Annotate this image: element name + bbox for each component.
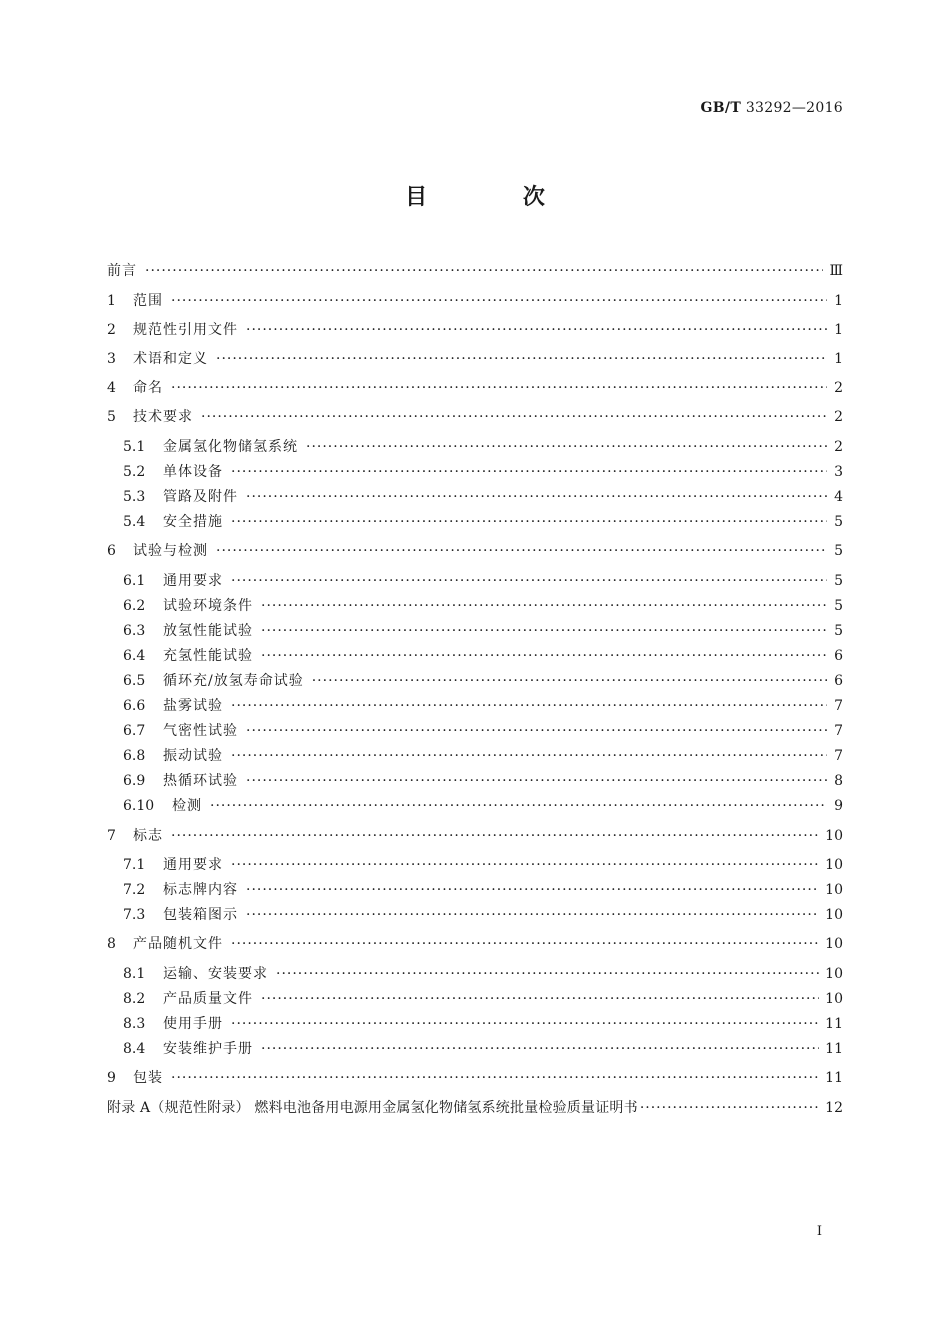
toc-label: 产品质量文件 [163,991,253,1007]
dot-leader [216,541,827,561]
toc-label: 热循环试验 [163,773,238,789]
toc-page: 2 [834,380,843,396]
toc-page: 7 [834,698,843,714]
dot-leader [261,621,827,641]
dot-leader [145,261,823,281]
toc-entry-6-5[interactable] [123,671,843,691]
toc-entry-8-4[interactable] [123,1039,843,1059]
dot-leader [231,855,819,875]
toc-entry-7[interactable] [107,826,843,846]
toc-number: 6.8 [123,748,146,764]
toc-entry-7-2[interactable] [123,880,843,900]
toc-label: 包装箱图示 [163,907,238,923]
toc-entry-5-1[interactable] [123,437,843,457]
dot-leader [246,880,819,900]
toc-page: 10 [825,907,843,923]
toc-number: 7.1 [123,857,146,873]
toc-number: 8.1 [123,966,146,982]
toc-number: 6.10 [123,798,155,814]
toc-label: 单体设备 [163,464,223,480]
toc-label: 标志 [133,828,163,844]
toc-page: 5 [834,598,843,614]
toc-page: 10 [825,991,843,1007]
toc-page: 5 [834,623,843,639]
toc-label: 命名 [133,380,163,396]
toc-entry-5-2[interactable] [123,462,843,482]
dot-leader [261,596,827,616]
toc-entry-5[interactable] [107,407,843,427]
toc-page: 5 [834,514,843,530]
toc-page: 6 [834,673,843,689]
toc-label: 运输、安装要求 [163,966,268,982]
toc-page: 2 [834,439,843,455]
toc-page: Ⅲ [829,263,843,279]
toc-label: 标志牌内容 [163,882,238,898]
toc-page: 10 [825,966,843,982]
dot-leader [231,934,819,954]
toc-number: 6.1 [123,573,146,589]
toc-number: 6 [107,543,116,559]
toc-entry-6-7[interactable] [123,721,843,741]
toc-entry-5-3[interactable] [123,487,843,507]
toc-number: 6.6 [123,698,146,714]
dot-leader [312,671,827,691]
toc-number: 6.3 [123,623,146,639]
toc-label: 试验环境条件 [163,598,253,614]
toc-page: 5 [834,573,843,589]
toc-label: 范围 [133,293,163,309]
dot-leader [171,1068,819,1088]
toc-page: 10 [825,828,843,844]
toc-number: 5.4 [123,514,146,530]
toc-entry-preface[interactable] [107,261,843,281]
toc-label: 放氢性能试验 [163,623,253,639]
toc-entry-8-3[interactable] [123,1014,843,1034]
toc-number: 6.4 [123,648,146,664]
toc-number: 3 [107,351,116,367]
standard-prefix: GB/T [700,100,742,116]
toc-number: 5.1 [123,439,146,455]
toc-number: 6.7 [123,723,146,739]
toc-entry-2[interactable] [107,320,843,340]
toc-entry-6-3[interactable] [123,621,843,641]
page-number: I [816,1224,822,1239]
dot-leader [201,407,827,427]
toc-label: 通用要求 [163,573,223,589]
toc-page: 10 [825,936,843,952]
dot-leader [210,796,827,816]
toc-entry-8[interactable] [107,934,843,954]
dot-leader [246,320,827,340]
toc-page: 6 [834,648,843,664]
toc-entry-6-6[interactable] [123,696,843,716]
toc-entry-6-10[interactable] [123,796,843,816]
toc-page: 1 [834,351,843,367]
toc-entry-6-4[interactable] [123,646,843,666]
dot-leader [171,378,827,398]
toc-label: 技术要求 [133,409,193,425]
toc-label: 通用要求 [163,857,223,873]
toc-number: 7.3 [123,907,146,923]
dot-leader [640,1098,819,1118]
toc-label: 振动试验 [163,748,223,764]
toc-label: 包装 [133,1070,163,1086]
toc-number: 8 [107,936,116,952]
toc-number: 6.9 [123,773,146,789]
toc-label: 金属氢化物储氢系统 [163,439,298,455]
toc-entry-6-9[interactable] [123,771,843,791]
toc-number: 4 [107,380,116,396]
dot-leader [246,905,819,925]
toc-number: 5.2 [123,464,146,480]
toc-number: 8.4 [123,1041,146,1057]
toc-entry-3[interactable] [107,349,843,369]
toc-page: 11 [825,1041,843,1057]
dot-leader [306,437,827,457]
toc-entry-8-2[interactable] [123,989,843,1009]
toc-number: 2 [107,322,116,338]
toc-number: 9 [107,1070,116,1086]
toc-entry-6-1[interactable] [123,571,843,591]
toc-page: 8 [834,773,843,789]
toc-entry-5-4[interactable] [123,512,843,532]
dot-leader [246,771,827,791]
toc-label: 规范性引用文件 [133,322,238,338]
dot-leader [171,291,827,311]
toc-number: 6.5 [123,673,146,689]
dot-leader [231,746,827,766]
toc-entry-6-8[interactable] [123,746,843,766]
toc-label: 安装维护手册 [163,1041,253,1057]
standard-number: 33292—2016 [745,100,843,116]
toc-entry-9[interactable] [107,1068,843,1088]
toc-label: 前言 [107,263,137,279]
toc-number: 5 [107,409,116,425]
toc-page: 9 [834,798,843,814]
toc-label: 气密性试验 [163,723,238,739]
toc-entry-7-3[interactable] [123,905,843,925]
toc-entry-1[interactable] [107,291,843,311]
dot-leader [246,487,827,507]
toc-page: 7 [834,723,843,739]
toc-label: 术语和定义 [133,351,208,367]
dot-leader [231,696,827,716]
toc-number: 5.3 [123,489,146,505]
dot-leader [231,1014,819,1034]
page-title: 目 次 [405,185,589,210]
toc-page: 1 [834,293,843,309]
toc-label: 充氢性能试验 [163,648,253,664]
toc-page: 3 [834,464,843,480]
toc-number: 8.3 [123,1016,146,1032]
toc-entry-7-1[interactable] [123,855,843,875]
toc-page: 2 [834,409,843,425]
dot-leader [261,989,819,1009]
toc-number: 7 [107,828,116,844]
toc-page: 7 [834,748,843,764]
toc-number: 7.2 [123,882,146,898]
toc-label: 附录 A（规范性附录） 燃料电池备用电源用金属氢化物储氢系统批量检验质量证明书 [107,1100,638,1116]
dot-leader [231,571,827,591]
toc-label: 使用手册 [163,1016,223,1032]
toc-page: 10 [825,882,843,898]
dot-leader [231,512,827,532]
toc-page: 12 [825,1100,843,1116]
toc-page: 1 [834,322,843,338]
dot-leader [261,646,827,666]
dot-leader [231,462,827,482]
toc-number: 6.2 [123,598,146,614]
toc-label: 盐雾试验 [163,698,223,714]
toc-entry-8-1[interactable] [123,964,843,984]
toc-entry-4[interactable] [107,378,843,398]
toc-page: 10 [825,857,843,873]
dot-leader [261,1039,819,1059]
toc-number: 8.2 [123,991,146,1007]
toc-label: 检测 [172,798,202,814]
toc-label: 试验与检测 [133,543,208,559]
toc-page: 5 [834,543,843,559]
toc-entry-6[interactable] [107,541,843,561]
toc-page: 11 [825,1016,843,1032]
toc-page: 11 [825,1070,843,1086]
toc-number: 1 [107,293,116,309]
dot-leader [216,349,827,369]
toc-label: 循环充/放氢寿命试验 [163,673,304,689]
toc-entry-6-2[interactable] [123,596,843,616]
toc-label: 管路及附件 [163,489,238,505]
toc-page: 4 [834,489,843,505]
dot-leader [276,964,819,984]
toc-entry-annex-a[interactable] [107,1098,843,1118]
dot-leader [171,826,819,846]
toc-label: 产品随机文件 [133,936,223,952]
dot-leader [246,721,827,741]
toc-label: 安全措施 [163,514,223,530]
